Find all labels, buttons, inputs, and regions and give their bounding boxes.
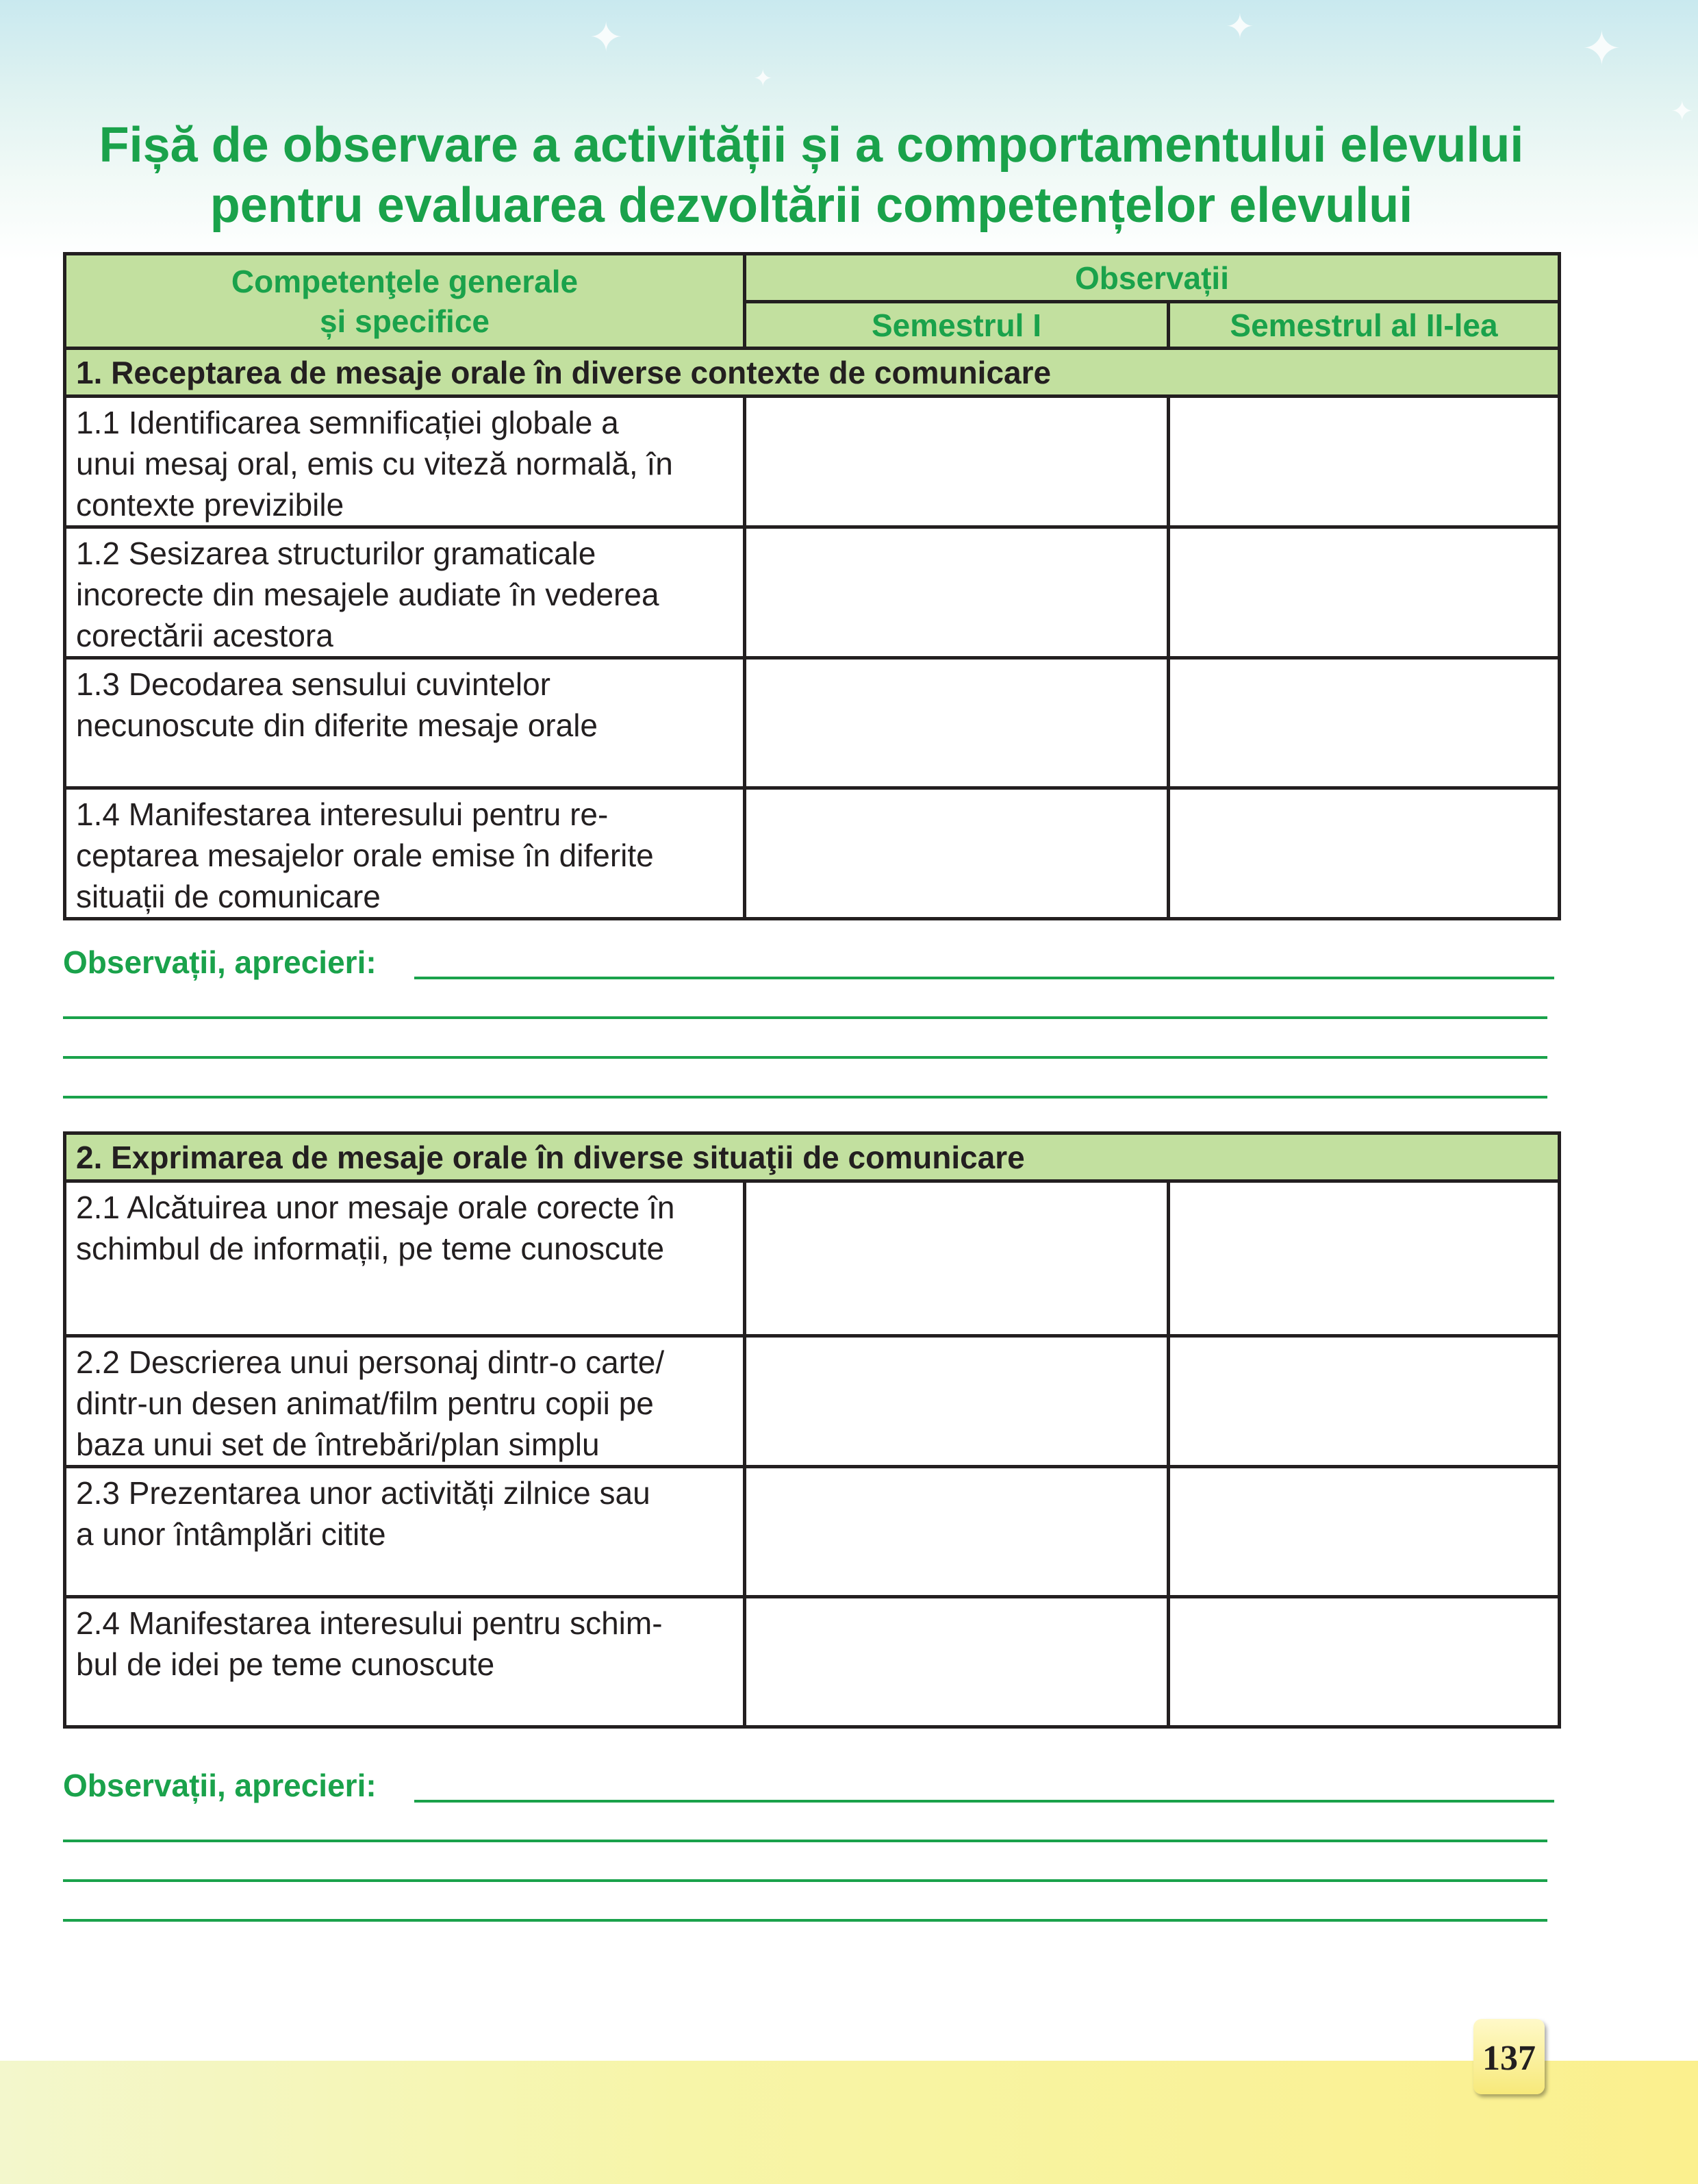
- semester-1-cell[interactable]: [745, 658, 1169, 788]
- section-1-title: 1. Receptarea de mesaje orale în diverse contexte de comunicare: [65, 349, 1560, 397]
- observations-label-1: Observații, aprecieri:: [63, 944, 377, 980]
- competency-line: 2.2 Descrierea unui personaj dintr-o carte/: [76, 1344, 665, 1380]
- competency-line: 2.3 Prezentarea unor activități zilnice sau: [76, 1475, 650, 1511]
- semester-2-header: Semestrul al II-lea: [1169, 302, 1560, 349]
- competency-line: incorecte din mesajele audiate în vederea: [76, 577, 659, 612]
- competency-line: necunoscute din diferite mesaje orale: [76, 707, 598, 743]
- competency-1-2: [65, 527, 745, 658]
- semester-2-cell[interactable]: [1169, 788, 1560, 919]
- competency-line: 1.2 Sesizarea structurilor gramaticale: [76, 536, 596, 571]
- competency-2-3: [65, 1467, 745, 1597]
- semester-1-cell[interactable]: [745, 397, 1169, 527]
- semester-1-header: Semestrul I: [745, 302, 1169, 349]
- competency-line: ceptarea mesajelor orale emise în diferite: [76, 838, 654, 873]
- competencies-header: [65, 254, 745, 349]
- semester-1-cell[interactable]: [745, 1467, 1169, 1597]
- observations-line[interactable]: [63, 1056, 1547, 1059]
- semester-1-cell[interactable]: [745, 1181, 1169, 1336]
- competency-1-3: [65, 658, 745, 788]
- competency-line: schimbul de informații, pe teme cunoscute: [76, 1231, 665, 1266]
- competency-line: unui mesaj oral, emis cu viteză normală, în: [76, 446, 673, 481]
- observations-label-2: Observații, aprecieri:: [63, 1768, 377, 1803]
- sparkle-icon: ✦: [589, 14, 624, 60]
- observations-line[interactable]: [63, 1919, 1547, 1922]
- observations-line[interactable]: [63, 1016, 1547, 1019]
- competency-2-4: [65, 1597, 745, 1727]
- competency-line: 2.1 Alcătuirea unor mesaje orale corecte în: [76, 1190, 675, 1225]
- semester-2-cell[interactable]: [1169, 1597, 1560, 1727]
- competency-1-4: [65, 788, 745, 919]
- competencies-header-line-1: Competenţele generale: [231, 263, 579, 299]
- sparkle-icon: ✦: [753, 66, 773, 92]
- semester-2-cell[interactable]: [1169, 658, 1560, 788]
- semester-2-cell[interactable]: [1169, 1181, 1560, 1336]
- sparkle-icon: ✦: [1226, 8, 1254, 46]
- sparkle-icon: ✦: [1671, 97, 1694, 127]
- semester-2-cell[interactable]: [1169, 1467, 1560, 1597]
- competency-line: situații de comunicare: [76, 879, 381, 914]
- observations-line[interactable]: [414, 1800, 1554, 1803]
- title-line-1: Fișă de observare a activității și a comportamentului elevului: [99, 118, 1524, 173]
- title-line-2: pentru evaluarea dezvoltării competențelor elevului: [210, 178, 1413, 233]
- semester-2-cell[interactable]: [1169, 397, 1560, 527]
- competency-line: dintr-un desen animat/film pentru copii pe: [76, 1385, 654, 1421]
- semester-1-cell[interactable]: [745, 788, 1169, 919]
- observations-line[interactable]: [63, 1840, 1547, 1842]
- observations-line[interactable]: [414, 977, 1554, 979]
- bottom-decorative-band: [0, 2061, 1698, 2184]
- competency-line: 1.3 Decodarea sensului cuvintelor: [76, 666, 550, 702]
- competency-line: 1.1 Identificarea semnificației globale a: [76, 405, 619, 440]
- competencies-table-2: [63, 1131, 1561, 1729]
- semester-2-cell[interactable]: [1169, 527, 1560, 658]
- semester-1-cell[interactable]: [745, 527, 1169, 658]
- competency-2-2: [65, 1336, 745, 1467]
- competency-line: baza unui set de întrebări/plan simplu: [76, 1427, 600, 1462]
- competencies-header-line-2: și specifice: [319, 303, 490, 339]
- semester-2-cell[interactable]: [1169, 1336, 1560, 1467]
- competency-1-1: [65, 397, 745, 527]
- sparkle-icon: ✦: [1582, 22, 1622, 75]
- semester-1-cell[interactable]: [745, 1336, 1169, 1467]
- observations-line[interactable]: [63, 1096, 1547, 1099]
- competency-line: 2.4 Manifestarea interesului pentru schim-: [76, 1605, 663, 1641]
- competency-line: corectării acestora: [76, 618, 333, 653]
- competency-line: a unor întâmplări citite: [76, 1516, 386, 1552]
- page-number: 137: [1473, 2019, 1545, 2094]
- section-2-title: 2. Exprimarea de mesaje orale în diverse situaţii de comunicare: [65, 1133, 1560, 1181]
- competency-line: bul de idei pe teme cunoscute: [76, 1646, 495, 1682]
- competency-line: 1.4 Manifestarea interesului pentru re-: [76, 796, 609, 832]
- competency-line: contexte previzibile: [76, 487, 344, 523]
- observations-header: Observații: [745, 254, 1560, 302]
- page-title: [62, 115, 1561, 236]
- observations-line[interactable]: [63, 1879, 1547, 1882]
- competency-2-1: [65, 1181, 745, 1336]
- competencies-table-1: [63, 252, 1561, 920]
- semester-1-cell[interactable]: [745, 1597, 1169, 1727]
